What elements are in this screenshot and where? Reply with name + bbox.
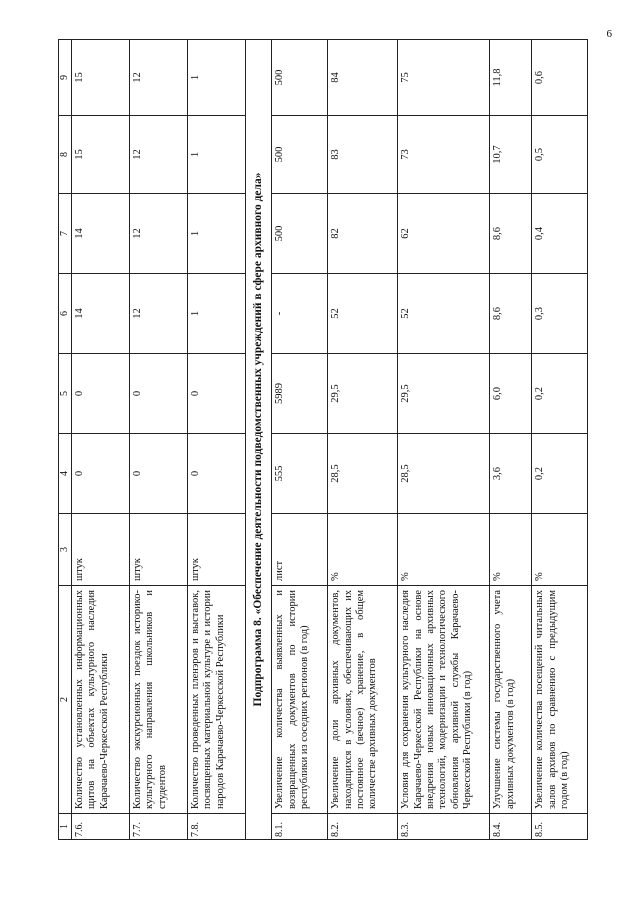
value-cell: 8,6: [490, 194, 532, 274]
value-cell: 14: [71, 274, 129, 354]
table-row: [129, 40, 187, 840]
row-index: 8.3.: [398, 814, 490, 840]
column-number: 8: [59, 116, 72, 194]
table-row: [490, 40, 532, 840]
value-cell: 28,5: [328, 434, 398, 514]
value-cell: 1: [187, 274, 245, 354]
value-cell: 28,5: [398, 434, 490, 514]
value-cell: 500: [272, 116, 328, 194]
value-cell: 10,7: [490, 116, 532, 194]
unit-cell: %: [398, 514, 490, 586]
value-cell: 52: [328, 274, 398, 354]
indicator-name: Увеличение количества выявленных и возвращенных документов по истории республики из соседних регионов (в год): [272, 586, 328, 814]
indicator-name: Условия для сохранения культурного наследия Карачаево-Черкесской Республики на основе внедрения новых инновационных архивных технологий, модернизации и технологического обновления архивной службы Карачаево-Черкесской Республики (в год): [398, 586, 490, 814]
value-cell: 29,5: [398, 354, 490, 434]
indicator-name: Улучшение системы государственного учета архивных документов (в год): [490, 586, 532, 814]
value-cell: 62: [398, 194, 490, 274]
value-cell: 14: [71, 194, 129, 274]
value-cell: 1: [187, 40, 245, 116]
value-cell: 15: [71, 116, 129, 194]
value-cell: 1: [187, 194, 245, 274]
value-cell: 3,6: [490, 434, 532, 514]
value-cell: -: [272, 274, 328, 354]
unit-cell: штук: [187, 514, 245, 586]
column-number: 2: [59, 586, 72, 814]
indicator-name: Количество экскурсионных поездок историко-культурного направления школьников и студентов: [129, 586, 187, 814]
value-cell: 52: [398, 274, 490, 354]
row-index: 7.6.: [71, 814, 129, 840]
row-index: 7.8.: [187, 814, 245, 840]
value-cell: 12: [129, 116, 187, 194]
unit-cell: штук: [129, 514, 187, 586]
value-cell: 500: [272, 194, 328, 274]
value-cell: 0: [187, 434, 245, 514]
value-cell: 73: [398, 116, 490, 194]
value-cell: 8,6: [490, 274, 532, 354]
table-row: [272, 40, 328, 840]
value-cell: 0: [71, 434, 129, 514]
value-cell: 0,2: [532, 434, 588, 514]
value-cell: 11,8: [490, 40, 532, 116]
table-row: [532, 40, 588, 840]
indicator-name: Количество проведенных пленэров и выставок, посвященных материальной культуре и истории народов Карачаево-Черкесской Республики: [187, 586, 245, 814]
column-number: 4: [59, 434, 72, 514]
table-row: [71, 40, 129, 840]
unit-cell: лист: [272, 514, 328, 586]
value-cell: 0: [129, 434, 187, 514]
row-index: 7.7.: [129, 814, 187, 840]
indicator-name: Количество установленных информационных щитов на объектах культурного наследия Карачаево-Черкесской Республики: [71, 586, 129, 814]
row-index: 8.1.: [272, 814, 328, 840]
row-index: 8.5.: [532, 814, 588, 840]
value-cell: 5989: [272, 354, 328, 434]
value-cell: 0,6: [532, 40, 588, 116]
value-cell: 12: [129, 274, 187, 354]
column-number: 9: [59, 40, 72, 116]
value-cell: 29,5: [328, 354, 398, 434]
column-number: 1: [59, 814, 72, 840]
value-cell: 12: [129, 194, 187, 274]
value-cell: 0,4: [532, 194, 588, 274]
unit-cell: %: [328, 514, 398, 586]
subprogram-row: [245, 40, 272, 840]
value-cell: 0,5: [532, 116, 588, 194]
column-number: 6: [59, 274, 72, 354]
subprogram-title: Подпрограмма 8. «Обеспечение деятельности подведомственных учреждений в сфере архивного дела»: [245, 40, 272, 840]
value-cell: 0: [129, 354, 187, 434]
page-number: 6: [606, 28, 612, 40]
unit-cell: %: [532, 514, 588, 586]
table-row: [187, 40, 245, 840]
value-cell: 75: [398, 40, 490, 116]
value-cell: 12: [129, 40, 187, 116]
column-number: 5: [59, 354, 72, 434]
unit-cell: %: [490, 514, 532, 586]
value-cell: 84: [328, 40, 398, 116]
value-cell: 0,3: [532, 274, 588, 354]
rotated-page-content: [58, 40, 598, 840]
indicators-table: [58, 39, 588, 840]
value-cell: 500: [272, 40, 328, 116]
table-row: [398, 40, 490, 840]
value-cell: 0: [71, 354, 129, 434]
unit-cell: штук: [71, 514, 129, 586]
table-header-row: [59, 40, 72, 840]
value-cell: 555: [272, 434, 328, 514]
column-number: 3: [59, 514, 72, 586]
value-cell: 15: [71, 40, 129, 116]
value-cell: 82: [328, 194, 398, 274]
row-index: 8.2.: [328, 814, 398, 840]
indicator-name: Увеличение количества посещений читальных залов архивов по сравнению с предыдущим годом (в год): [532, 586, 588, 814]
value-cell: 83: [328, 116, 398, 194]
value-cell: 0,2: [532, 354, 588, 434]
row-index: 8.4.: [490, 814, 532, 840]
table-row: [328, 40, 398, 840]
column-number: 7: [59, 194, 72, 274]
value-cell: 6,0: [490, 354, 532, 434]
indicator-name: Увеличение доли архивных документов, находящихся в условиях, обеспечивающих их постоянное (вечное) хранение, в общем количестве архивных документов: [328, 586, 398, 814]
value-cell: 1: [187, 116, 245, 194]
value-cell: 0: [187, 354, 245, 434]
